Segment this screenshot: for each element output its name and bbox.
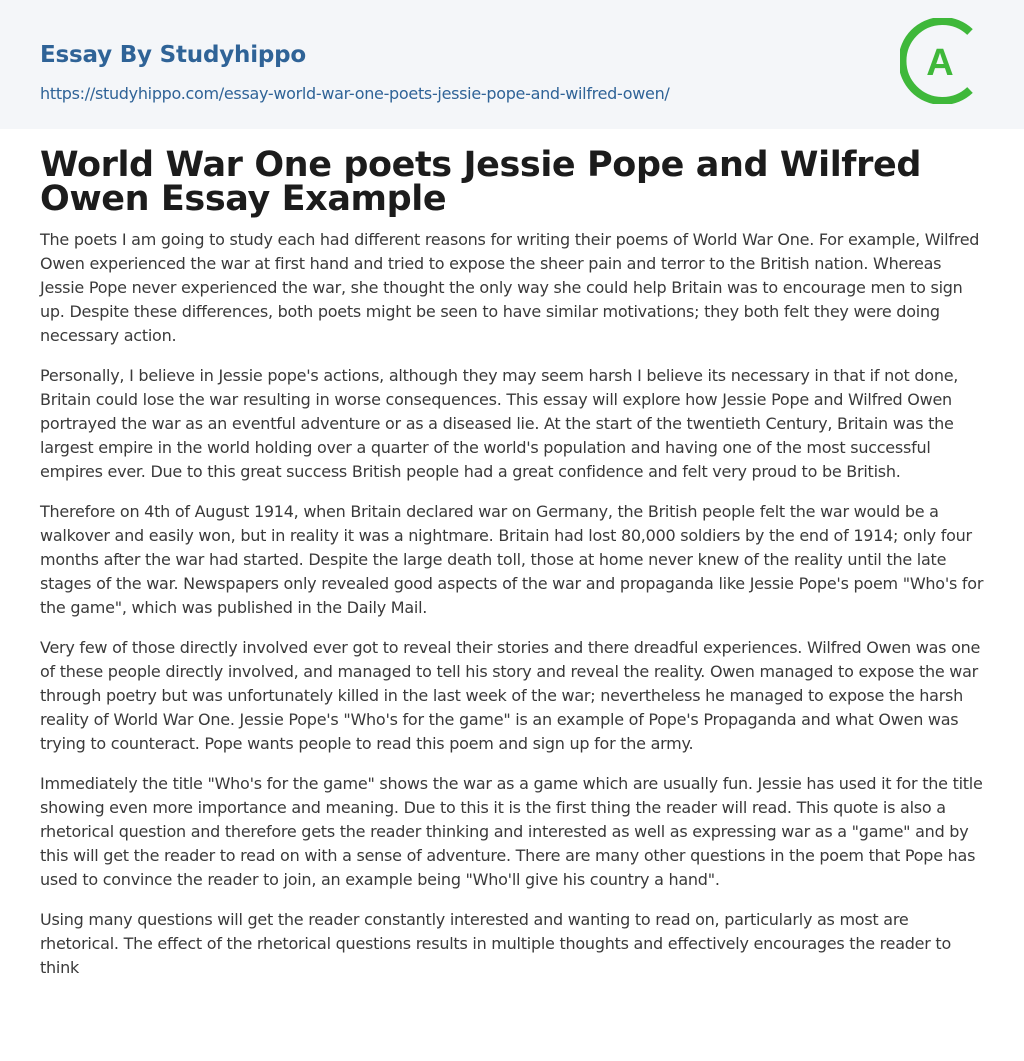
paragraph: Using many questions will get the reader constantly interested and wanting to read on, particularly as most are rhetorical. The effect of the rhetorical questions results in multiple thoughts and effectively encourages the reader to think <box>40 910 951 977</box>
studyhippo-logo-icon[interactable] <box>900 18 986 104</box>
article-body <box>40 228 985 996</box>
page-title: World War One poets Jessie Pope and Wilfred Owen Essay Example <box>40 145 921 219</box>
paragraph: Very few of those directly involved ever got to reveal their stories and there dreadful experiences. Wilfred Owen was one of these people directly involved, and managed to tell his story and reveal the reality. Owen managed to expose the war through poetry but was unfortunately killed in the last week of the war; nevertheless he managed to expose the harsh reality of World War One. Jessie Pope's "Who's for the game" is an example of Pope's Propaganda and what Owen was trying to counteract. Pope wants people to read this poem and sign up for the army. <box>40 638 981 753</box>
brand-title[interactable]: Essay By Studyhippo <box>40 42 307 68</box>
paragraph: Immediately the title "Who's for the game" shows the war as a game which are usually fun. Jessie has used it for the title showing even more importance and meaning. Due to this it is the first thing the reader will read. This quote is also a rhetorical question and therefore gets the reader thinking and interested as well as expressing war as a "game" and by this will get the reader to read on with a sense of adventure. There are many other questions in the poem that Pope has used to convince the reader to join, an example being "Who'll give his country a hand". <box>40 774 983 889</box>
site-header <box>0 0 1024 129</box>
paragraph: Personally, I believe in Jessie pope's actions, although they may seem harsh I believe its necessary in that if not done, Britain could lose the war resulting in worse consequences. This essay will explore how Jessie Pope and Wilfred Owen portrayed the war as an eventful adventure or as a diseased lie. At the start of the twentieth Century, Britain was the largest empire in the world holding over a quarter of the world's population and having one of the most successful empires ever. Due to this great success British people had a great confidence and felt very proud to be British. <box>40 366 959 481</box>
paragraph: The poets I am going to study each had different reasons for writing their poems of World War One. For example, Wilfred Owen experienced the war at first hand and tried to expose the sheer pain and terror to the British nation. Whereas Jessie Pope never experienced the war, she thought the only way she could help Britain was to encourage men to sign up. Despite these differences, both poets might be seen to have similar motivations; they both felt they were doing necessary action. <box>40 230 980 345</box>
logo-letter: A <box>926 42 954 84</box>
source-url-link[interactable]: https://studyhippo.com/essay-world-war-one-poets-jessie-pope-and-wilfred-owen/ <box>40 84 670 103</box>
paragraph: Therefore on 4th of August 1914, when Britain declared war on Germany, the British people felt the war would be a walkover and easily won, but in reality it was a nightmare. Britain had lost 80,000 soldiers by the end of 1914; only four months after the war had started. Despite the large death toll, those at home never knew of the reality until the late stages of the war. Newspapers only revealed good aspects of the war and propaganda like Jessie Pope's poem "Who's for the game", which was published in the Daily Mail. <box>40 502 984 617</box>
